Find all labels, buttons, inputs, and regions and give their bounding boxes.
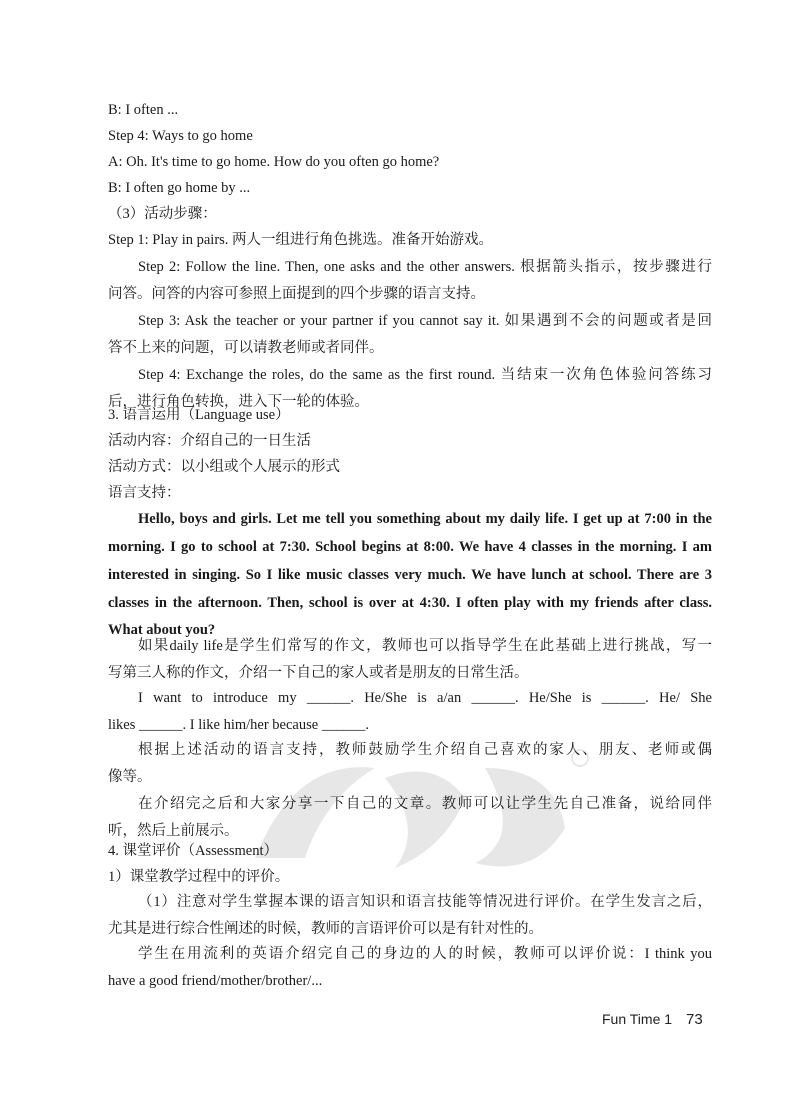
section-heading: 3. 语言运用（Language use） — [108, 407, 290, 423]
paragraph-line: 语言支持： — [108, 485, 181, 501]
paragraph-line: Step 4: Ways to go home — [108, 128, 253, 144]
paragraph-line: Hello, boys and girls. Let me tell you something about my daily life. I get up at 7:00 in the — [138, 511, 712, 527]
paragraph-line: interested in singing. So I like music classes very much. We have lunch at school. There are 3 — [108, 567, 712, 583]
paragraph-line: morning. I go to school at 7:30. School begins at 8:00. We have 4 classes in the morning. I am — [108, 539, 712, 555]
text-block-assessment — [108, 838, 712, 890]
paragraph-line: 尤其是进行综合性阐述的时候，教师的言语评价可以是有针对性的。 — [108, 921, 543, 937]
paragraph-line: 问答。问答的内容可参照上面提到的四个步骤的语言支持。 — [108, 286, 485, 302]
text-block-evaluation-example — [108, 940, 712, 994]
paragraph-line: 根据上述活动的语言支持，教师鼓励学生介绍自己喜欢的家人、朋友、老师或偶 — [138, 742, 712, 758]
paragraph-line: 在介绍完之后和大家分享一下自己的文章。教师可以让学生先自己准备，说给同伴 — [138, 796, 712, 812]
text-block-share — [108, 790, 712, 844]
text-block-steps — [108, 253, 712, 415]
text-block-fill-in — [108, 684, 712, 738]
footer-section-title: Fun Time 1 — [602, 1011, 673, 1027]
paragraph-line: 写第三人称的作文，介绍一下自己的家人或者是朋友的日常生活。 — [108, 665, 529, 681]
paragraph-line: likes ______. I like him/her because ______. — [108, 717, 369, 733]
paragraph-line: 学生在用流利的英语介绍完自己的身边的人的时候，教师可以评价说：I think you — [138, 946, 712, 962]
text-block-evaluation — [108, 888, 712, 942]
paragraph-line: 如果daily life是学生们常写的作文，教师也可以指导学生在此基础上进行挑战，写一 — [138, 638, 712, 654]
text-block-dialogue — [108, 97, 712, 253]
paragraph-line: 像等。 — [108, 769, 152, 785]
text-block-extension — [108, 632, 712, 686]
paragraph-line: 活动方式：以小组或个人展示的形式 — [108, 459, 340, 475]
paragraph-line: （1）注意对学生掌握本课的语言知识和语言技能等情况进行评价。在学生发言之后， — [138, 894, 712, 910]
paragraph-line: 1）课堂教学过程中的评价。 — [108, 869, 290, 885]
section-heading: 4. 课堂评价（Assessment） — [108, 843, 278, 859]
paragraph-line: classes in the afternoon. Then, school is over at 4:30. I often play with my friends after class. — [108, 595, 712, 611]
paragraph-line: B: I often go home by ... — [108, 180, 251, 196]
text-block-language-use — [108, 402, 712, 506]
page-number: 73 — [686, 1011, 703, 1028]
section-heading: （3）活动步骤： — [108, 206, 217, 222]
paragraph-line: Step 3: Ask the teacher or your partner if you cannot say it. 如果遇到不会的问题或者是回 — [138, 313, 712, 329]
paragraph-line: B: I often ... — [108, 102, 179, 118]
text-block-sample-essay — [108, 505, 712, 643]
text-block-encourage — [108, 736, 712, 790]
page-footer — [602, 1011, 703, 1028]
paragraph-line: Step 1: Play in pairs. 两人一组进行角色挑选。准备开始游戏。 — [108, 232, 494, 248]
paragraph-line: A: Oh. It's time to go home. How do you often go home? — [108, 154, 440, 170]
paragraph-line: 答不上来的问题，可以请教老师或者同伴。 — [108, 340, 384, 356]
paragraph-line: 听，然后上前展示。 — [108, 823, 239, 839]
paragraph-line: Step 4: Exchange the roles, do the same as the first round. 当结束一次角色体验问答练习 — [138, 367, 712, 383]
paragraph-line: What about you? — [108, 622, 216, 638]
paragraph-line: I want to introduce my ______. He/She is a/an ______. He/She is ______. He/ She — [138, 690, 712, 706]
paragraph-line: 活动内容：介绍自己的一日生活 — [108, 433, 311, 449]
paragraph-line: Step 2: Follow the line. Then, one asks and the other answers. 根据箭头指示，按步骤进行 — [138, 259, 712, 275]
paragraph-line: have a good friend/mother/brother/... — [108, 973, 323, 989]
paragraph-line: 后，进行角色转换，进入下一轮的体验。 — [108, 394, 369, 410]
